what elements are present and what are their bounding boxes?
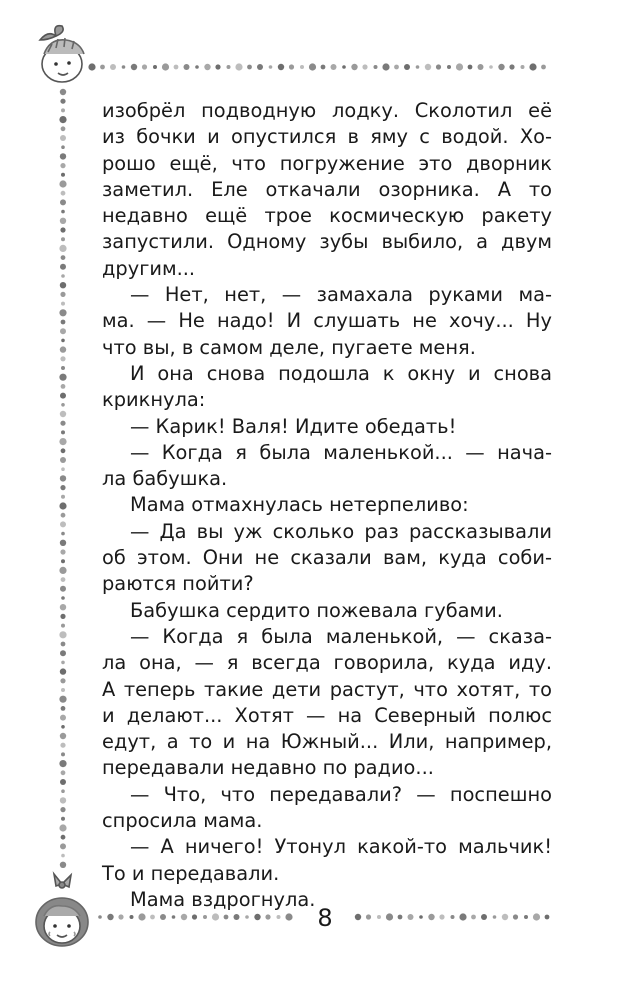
border-dot	[60, 733, 66, 739]
border-dot	[88, 63, 95, 70]
border-dot	[234, 914, 240, 920]
text-line: рошо ещё, что погружение это дворник	[102, 151, 552, 175]
border-dot	[524, 915, 528, 919]
border-dot	[60, 521, 66, 527]
border-dot	[61, 642, 66, 647]
border-dot	[61, 274, 65, 278]
border-dot	[481, 914, 487, 920]
text-line: — Что, что передавали? — поспешно	[130, 782, 552, 806]
text-line: Мама отмахнулась нетерпеливо:	[130, 493, 469, 517]
border-dot	[59, 245, 66, 252]
border-dot	[61, 145, 65, 149]
border-dot	[60, 475, 66, 481]
border-dot	[60, 282, 66, 288]
paragraph	[102, 98, 552, 282]
border-dot	[269, 65, 273, 69]
border-dot	[118, 914, 123, 919]
border-dot	[60, 604, 66, 610]
border-dot	[59, 824, 66, 831]
border-dot	[61, 706, 66, 711]
border-dot	[61, 854, 65, 858]
border-dot	[59, 116, 66, 123]
text-line: об этом. Они не сказали вам, куда соби-	[102, 546, 552, 570]
border-dot	[61, 210, 65, 214]
border-dot	[285, 913, 292, 920]
border-dot	[521, 65, 525, 69]
border-dot	[61, 789, 65, 793]
border-dot	[61, 366, 65, 370]
border-dot	[60, 346, 66, 352]
border-dot	[478, 64, 484, 70]
border-dot	[59, 309, 66, 316]
border-dot	[408, 914, 414, 920]
border-dot	[382, 63, 389, 70]
text-line: изобрёл подводную лодку. Сколотил её	[102, 99, 552, 122]
border-dot	[436, 64, 441, 69]
border-dot	[61, 191, 66, 196]
border-dot	[61, 320, 66, 325]
border-dot	[60, 393, 66, 399]
border-dot	[60, 614, 65, 619]
border-dot	[61, 688, 65, 692]
border-dot	[61, 495, 65, 499]
text-line: другим...	[102, 256, 196, 280]
border-dot	[60, 843, 66, 849]
border-dot	[224, 915, 229, 920]
border-dot	[61, 302, 65, 306]
border-dot	[416, 65, 420, 69]
border-dot	[60, 540, 66, 546]
border-dot	[122, 65, 126, 69]
paragraph	[102, 598, 552, 624]
text-line: — А ничего! Утонул какой-то мальчик!	[130, 835, 552, 859]
border-dot	[162, 63, 169, 70]
text-line: передавали недавно по радио...	[102, 756, 434, 780]
border-dot	[60, 218, 66, 224]
border-dot	[362, 64, 367, 69]
border-dot	[254, 914, 260, 920]
border-dot	[529, 63, 536, 70]
border-dot	[60, 743, 65, 748]
border-dot	[60, 779, 66, 785]
text-line: — Когда я была маленькой... — нача-	[130, 440, 552, 464]
border-dot	[60, 135, 66, 141]
border-dot	[192, 914, 197, 919]
text-line: заметил. Еле откачали озорника. А то	[102, 177, 552, 201]
border-dot	[61, 725, 65, 729]
text-line: ла она, — я всегда говорила, куда иду.	[102, 651, 552, 675]
border-dot	[60, 668, 66, 674]
border-dot	[60, 99, 65, 104]
border-dot	[278, 64, 284, 70]
border-dot	[533, 913, 540, 920]
border-dot	[98, 915, 102, 919]
border-dot	[257, 64, 263, 70]
border-dot	[215, 64, 220, 69]
border-dot	[61, 108, 65, 112]
border-dot	[59, 502, 66, 509]
border-dot	[355, 914, 361, 920]
border-dot	[471, 915, 476, 920]
border-dot	[398, 915, 403, 920]
text-line: едут, а то и на Южный... Или, например,	[102, 730, 552, 754]
text-line: запустили. Одному зубы выбило, а двум	[102, 230, 552, 254]
border-dot	[138, 913, 145, 920]
border-dot	[394, 65, 399, 70]
border-dot	[227, 65, 231, 69]
paragraph	[102, 782, 552, 835]
border-dot	[61, 430, 65, 434]
border-dot	[212, 913, 219, 920]
text-line: раются пойти?	[102, 572, 254, 596]
border-dot	[277, 915, 281, 919]
border-dot	[61, 577, 66, 582]
border-dot	[60, 163, 65, 168]
text-line: ма. — Не надо! И слушать не хочу... Ну	[102, 309, 552, 333]
border-dot	[60, 292, 65, 297]
border-dot	[289, 64, 294, 69]
border-dot	[459, 913, 466, 920]
border-dot	[60, 356, 65, 361]
paragraph	[102, 492, 552, 518]
border-dot	[59, 438, 66, 445]
border-dot	[404, 64, 410, 70]
border-dot	[439, 914, 444, 919]
border-dot	[342, 65, 346, 69]
girl-face-top-icon	[40, 26, 84, 82]
border-dot	[60, 549, 65, 554]
paragraph	[102, 414, 552, 440]
border-dot	[60, 586, 66, 592]
border-dot	[60, 264, 66, 270]
border-dot	[509, 64, 514, 69]
border-dot	[181, 914, 187, 920]
border-dot	[60, 153, 66, 159]
border-dot	[502, 914, 508, 920]
border-dot	[61, 661, 65, 665]
border-dot	[451, 915, 455, 919]
border-dot	[489, 65, 493, 69]
paragraph	[102, 624, 552, 782]
body-text	[102, 98, 552, 913]
border-dot	[61, 513, 66, 518]
text-line: что вы, в самом деле, пугаете меня.	[102, 335, 476, 359]
border-dot	[59, 631, 66, 638]
border-dot	[60, 862, 66, 868]
border-dot	[61, 384, 66, 389]
border-dot	[366, 914, 371, 919]
text-line: — Когда я была маленькой, — сказа-	[130, 624, 552, 648]
border-dot	[59, 567, 66, 574]
border-dot	[61, 255, 66, 260]
border-dot	[60, 807, 65, 812]
border-dot	[331, 64, 337, 70]
border-dot	[160, 914, 166, 920]
border-dot	[59, 374, 66, 381]
border-dot	[300, 65, 304, 69]
border-dot	[541, 65, 546, 70]
border-dot	[61, 770, 66, 775]
border-dot	[61, 624, 65, 628]
text-line: А теперь такие дети растут, что хотят, то	[102, 677, 552, 701]
border-dot	[61, 532, 65, 536]
text-line: и делают... Хотят — на Северный полюс	[102, 703, 552, 727]
border-dot	[107, 914, 113, 920]
girl-face-bottom-icon	[36, 874, 88, 946]
border-dot	[419, 915, 423, 919]
border-dot	[456, 63, 463, 70]
border-dot	[61, 559, 65, 563]
border-dot	[447, 65, 451, 69]
border-dot	[235, 63, 242, 70]
paragraph	[102, 282, 552, 361]
border-dot	[61, 339, 65, 343]
border-dot	[61, 817, 65, 821]
border-dot	[150, 915, 155, 920]
border-dot	[309, 63, 316, 70]
border-dot	[61, 126, 66, 131]
border-dot	[498, 64, 504, 70]
border-dot	[60, 328, 66, 334]
border-dot	[59, 180, 66, 187]
border-dot	[425, 64, 431, 70]
border-dot	[60, 797, 66, 803]
border-dot	[60, 199, 66, 205]
border-dot	[513, 914, 518, 919]
border-dot	[110, 64, 116, 70]
border-dot	[351, 64, 357, 70]
border-dot	[428, 914, 434, 920]
text-line: из бочки и опустился в яму с водой. Хо-	[102, 125, 552, 149]
text-line: спросила мама.	[102, 809, 263, 833]
border-dot	[204, 64, 210, 70]
text-line: То и передавали.	[102, 861, 280, 885]
border-dot	[61, 403, 65, 407]
paragraph	[102, 519, 552, 598]
border-dot	[60, 678, 65, 683]
border-dot	[468, 65, 473, 70]
paragraph	[102, 440, 552, 493]
border-dot	[61, 596, 65, 600]
border-dot	[174, 65, 179, 70]
page-number: 8	[317, 904, 333, 932]
border-dot	[100, 65, 105, 70]
border-dot	[130, 915, 134, 919]
border-dot	[60, 89, 66, 95]
border-dot	[377, 915, 381, 919]
border-dot	[60, 411, 66, 417]
paragraph	[102, 834, 552, 887]
text-line: — Да вы уж сколько раз рассказывали	[130, 519, 552, 543]
text-line: Бабушка сердито пожевала губами.	[130, 598, 503, 622]
border-dot	[61, 448, 66, 453]
text-line: — Нет, нет, — замахала руками ма-	[130, 283, 552, 307]
border-dot	[203, 915, 207, 919]
border-dot	[321, 65, 326, 70]
border-dot	[60, 457, 66, 463]
border-dot	[142, 64, 147, 69]
border-dot	[60, 227, 65, 232]
border-dot	[61, 237, 65, 241]
border-dot	[247, 65, 252, 70]
text-line: недавно ещё трое космическую ракету	[102, 204, 552, 228]
border-dot	[59, 760, 66, 767]
text-line: Мама вздрогнула.	[130, 887, 316, 911]
text-line: — Карик! Валя! Идите обедать!	[130, 414, 457, 438]
border-dot	[153, 65, 157, 69]
border-dot	[60, 421, 65, 426]
border-dot	[61, 835, 66, 840]
border-dot	[60, 485, 65, 490]
border-dot	[61, 467, 65, 471]
border-dot	[172, 915, 176, 919]
border-dot	[386, 913, 393, 920]
border-dot	[374, 65, 378, 69]
border-dot	[545, 915, 550, 920]
border-dot	[60, 650, 66, 656]
border-dot	[493, 915, 497, 919]
text-line: И она снова подошла к окну и снова	[130, 361, 552, 385]
text-line: крикнула:	[102, 388, 206, 412]
border-dot	[60, 715, 66, 721]
border-dot	[61, 173, 65, 177]
paragraph	[102, 361, 552, 414]
border-dot	[131, 64, 137, 70]
text-line: ла бабушка.	[102, 467, 228, 491]
border-dot	[59, 696, 66, 703]
border-dot	[195, 65, 199, 69]
border-dot	[184, 64, 190, 70]
border-dot	[265, 914, 270, 919]
border-dot	[245, 915, 249, 919]
border-dot	[61, 752, 65, 756]
